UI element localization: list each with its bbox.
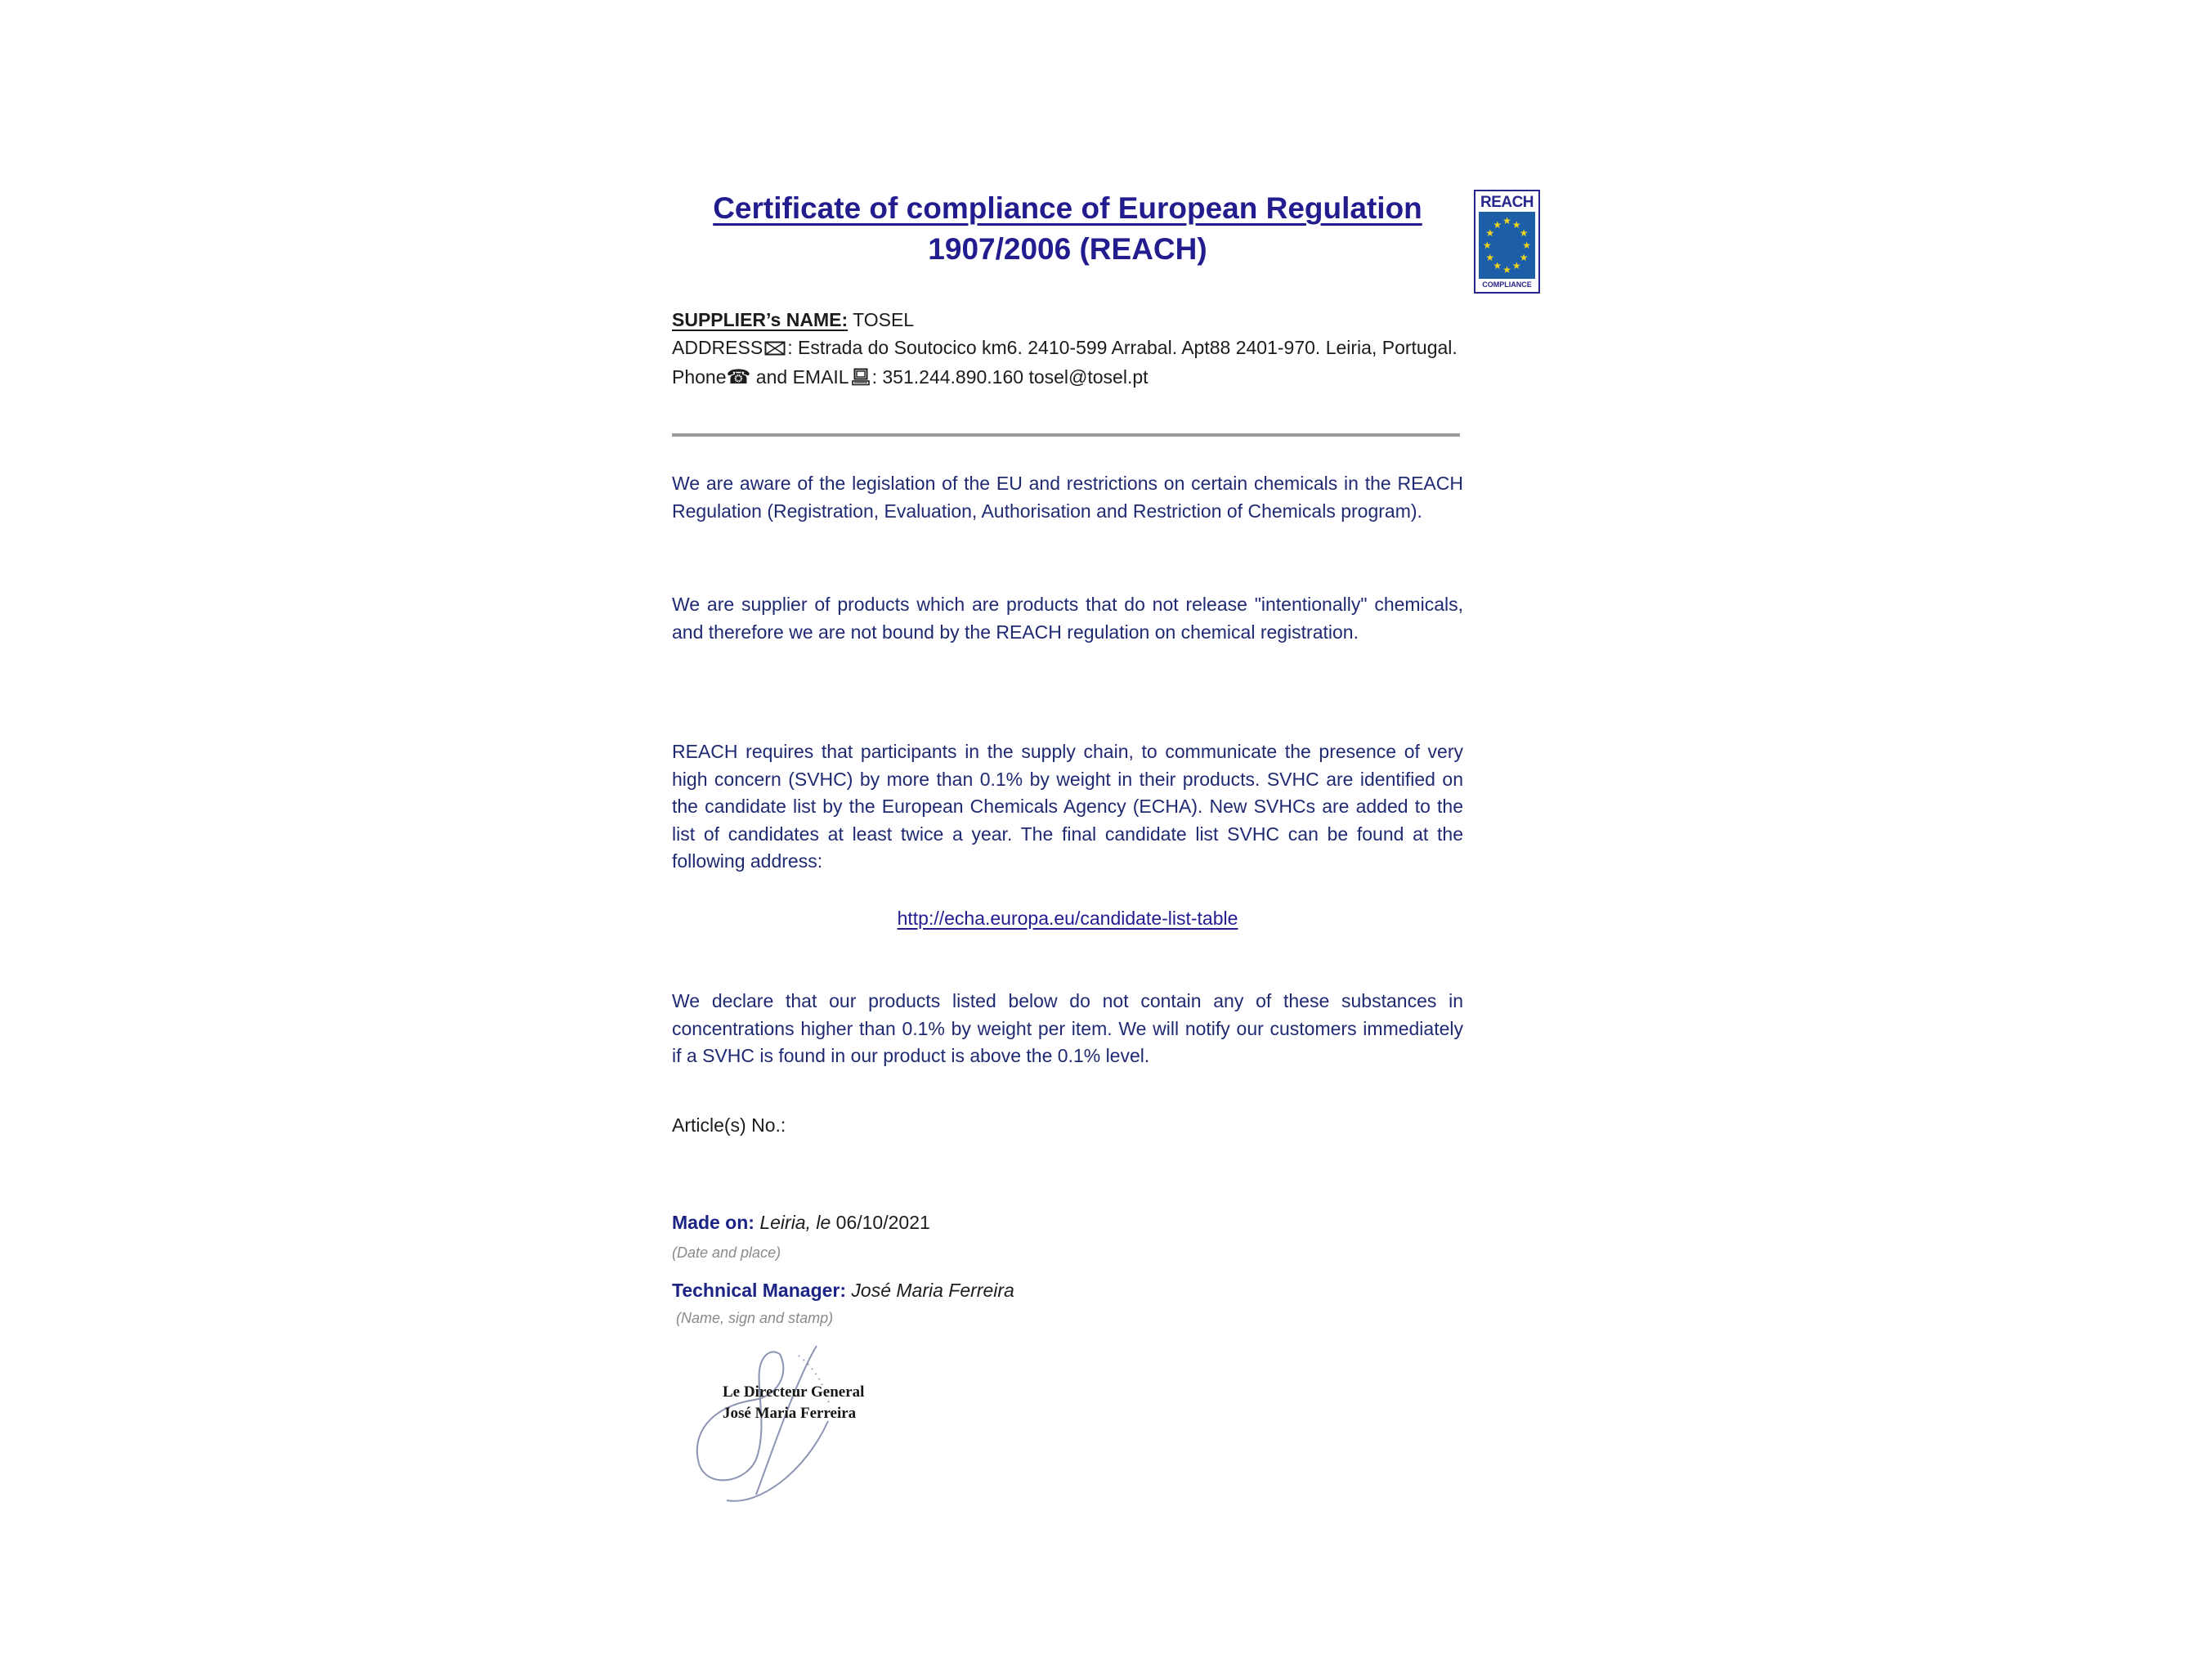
- computer-icon: [851, 366, 871, 394]
- supplier-name-label: SUPPLIER’s NAME:: [672, 309, 849, 330]
- signature-text: [723, 1382, 864, 1424]
- title-line-1: Certificate of compliance of European Regulation: [713, 191, 1422, 225]
- date-place-caption: (Date and place): [672, 1244, 781, 1261]
- signature-title: Le Directeur General: [723, 1383, 865, 1401]
- supplier-name-value: TOSEL: [848, 309, 915, 330]
- articles-number-label: Article(s) No.:: [672, 1114, 786, 1136]
- page-title: [672, 188, 1463, 270]
- eu-star-icon: ★: [1485, 251, 1495, 263]
- signature-block: [672, 1343, 901, 1514]
- eu-star-icon: ★: [1482, 240, 1492, 251]
- eu-star-icon: ★: [1485, 227, 1495, 240]
- supplier-contact-line: [672, 364, 1463, 394]
- compliance-logo-text: COMPLIANCE: [1482, 280, 1532, 289]
- paragraph-awareness: We are aware of the legislation of the EU and restrictions on certain chemicals in the REACH Regulation (Registration, Evaluation, Authorisation and Restriction of Chemicals program).: [672, 473, 1463, 522]
- paragraph-supplier-statement: We are supplier of products which are products that do not release "intentionally" chemicals, and therefore we are not bound by the REACH regulation on chemical registration.: [672, 594, 1463, 643]
- eu-star-icon: ★: [1493, 218, 1502, 231]
- reach-logo-text: REACH: [1480, 194, 1534, 211]
- address-label: ADDRESS: [672, 336, 763, 358]
- eu-star-icon: ★: [1493, 260, 1502, 272]
- paragraph-declaration: We declare that our products listed below do not contain any of these substances in concentrations higher than 0.1% by weight per item. We will notify our customers immediately if a SVHC is found in our product is above the 0.1% level.: [672, 990, 1463, 1066]
- made-on-line: [672, 1212, 930, 1234]
- paragraph-reach-requirements: REACH requires that participants in the supply chain, to communicate the presence of very high concern (SVHC) by more than 0.1% by weight in their products. SVHC are identified on the candidate list by the European Chemicals Agency (ECHA). New SVHCs are added to the list of candidates at least twice a year. The final candidate list SVHC can be found at the following address:: [672, 741, 1463, 872]
- reach-compliance-logo: [1474, 190, 1540, 294]
- candidate-list-link-row: [672, 908, 1463, 930]
- eu-star-icon: ★: [1511, 218, 1521, 231]
- eu-star-icon: ★: [1502, 263, 1511, 276]
- supplier-block: [672, 307, 1463, 394]
- and-email-label: and EMAIL: [750, 366, 849, 388]
- candidate-list-link[interactable]: http://echa.europa.eu/candidate-list-table: [897, 908, 1238, 929]
- made-on-date: 06/10/2021: [835, 1212, 930, 1233]
- supplier-name-line: [672, 307, 1463, 334]
- signature-name: José Maria Ferreira: [723, 1405, 857, 1422]
- phone-label: Phone: [672, 366, 727, 388]
- phone-icon: ☎: [726, 365, 751, 388]
- eu-flag-stars: [1479, 212, 1535, 279]
- technical-manager-name: José Maria Ferreira: [846, 1280, 1014, 1301]
- eu-star-icon: ★: [1519, 251, 1529, 263]
- horizontal-divider: [672, 433, 1460, 437]
- technical-manager-line: [672, 1280, 1014, 1302]
- eu-star-icon: ★: [1519, 227, 1529, 240]
- contact-value: : 351.244.890.160 tosel@tosel.pt: [871, 366, 1149, 388]
- eu-star-icon: ★: [1522, 240, 1532, 251]
- eu-star-icon: ★: [1502, 215, 1511, 227]
- made-on-label: Made on:: [672, 1212, 754, 1233]
- signature-scribble-icon: [676, 1343, 848, 1506]
- address-value: : Estrada do Soutocico km6. 2410-599 Arrabal. Apt88 2401-970. Leiria, Portugal.: [787, 336, 1458, 358]
- certificate-document: [672, 188, 1463, 1578]
- name-sign-stamp-caption: (Name, sign and stamp): [676, 1310, 834, 1326]
- supplier-address-line: [672, 334, 1463, 365]
- title-line-2: 1907/2006 (REACH): [928, 232, 1207, 266]
- made-on-place: Leiria, le: [754, 1212, 836, 1233]
- envelope-icon: [764, 337, 786, 365]
- technical-manager-label: Technical Manager:: [672, 1280, 847, 1301]
- eu-star-icon: ★: [1511, 260, 1521, 272]
